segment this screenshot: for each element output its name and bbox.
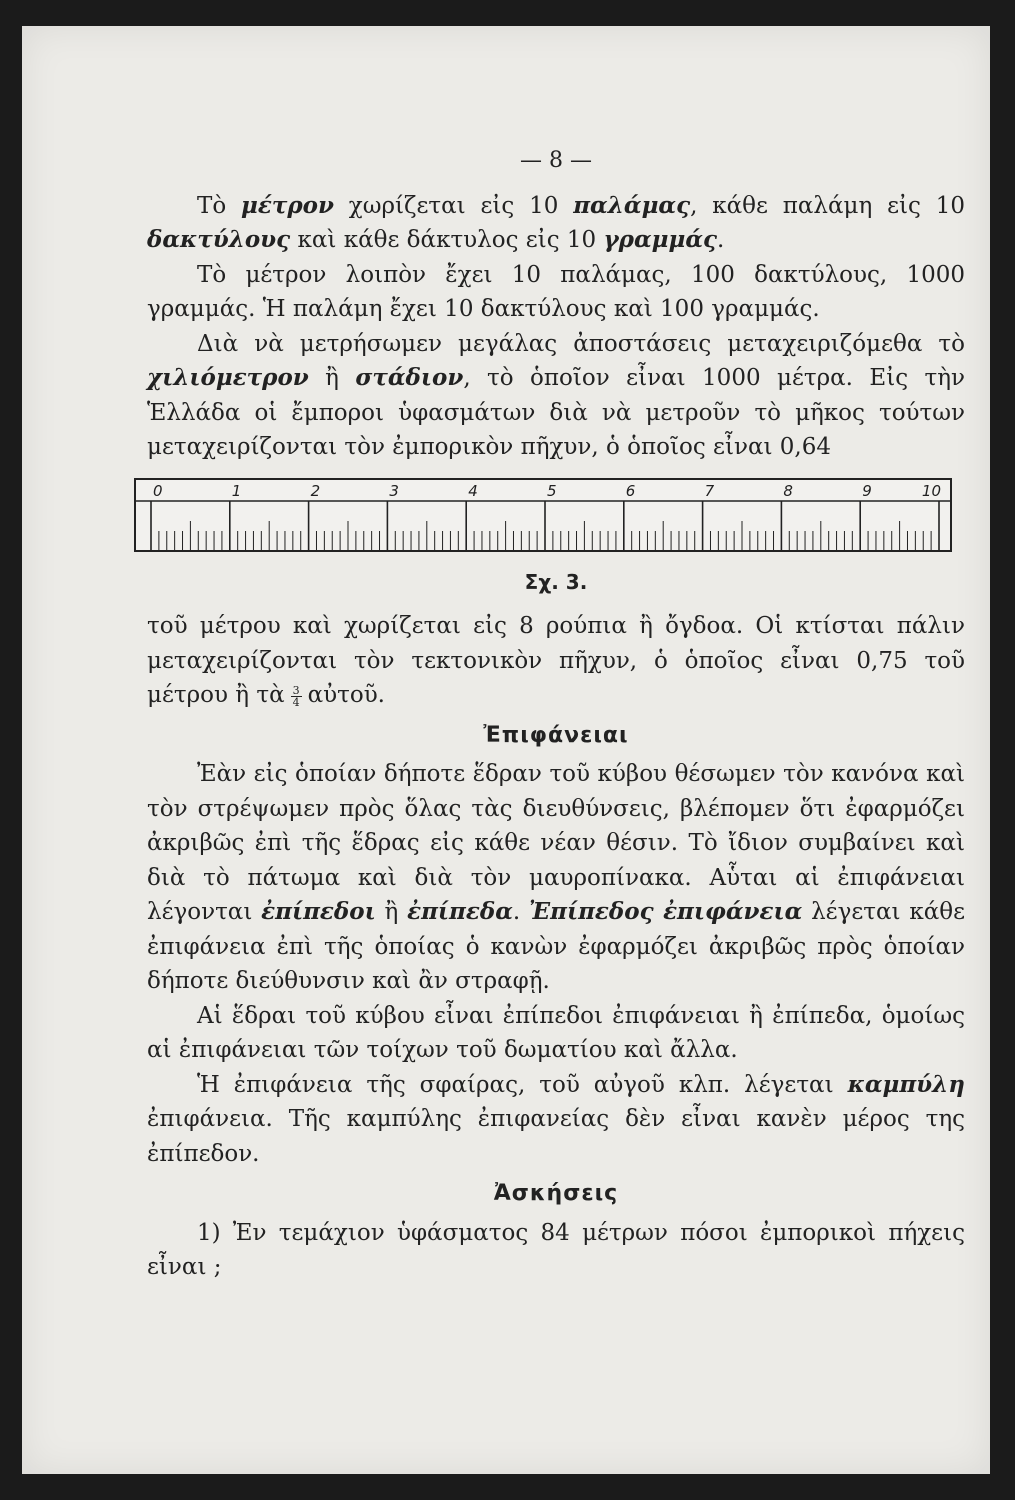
- book-page: [22, 26, 990, 1474]
- figure-caption: Σχ. 3.: [524, 569, 588, 594]
- page-content: [147, 144, 965, 1285]
- paragraph-kilometre: Διὰ νὰ μετρήσωμεν μεγάλας ἀποστάσεις μεταχειριζόμεθα τὸ χιλιόμετρον ἢ στάδιον, τὸ ὁποῖον εἶναι 1000 μέτρα. Εἰς τὴν Ἑλλάδα οἱ ἔμποροι ὑφασμάτων διὰ νὰ μετροῦν τὸ μῆκος τούτων μεταχειρίζονται τὸν ἐμπορικὸν πῆχυν, ὁ ὁποῖος εἶναι 0,64: [147, 330, 966, 460]
- section-heading-exercises: Ἀσκήσεις: [493, 1181, 619, 1206]
- ruler-label: 7: [704, 481, 715, 500]
- ruler-label: 1: [231, 481, 242, 500]
- ruler-label: 2: [310, 481, 321, 500]
- page-number: — 8 —: [520, 148, 592, 173]
- paragraph-metre-summary: Τὸ μέτρον λοιπὸν ἔχει 10 παλάμας, 100 δακτύλους, 1000 γραμμάς. Ἡ παλάμη ἔχει 10 δακτύλους καὶ 100 γραμμάς.: [147, 261, 965, 322]
- ruler-label: 5: [547, 481, 557, 500]
- ruler-label: 9: [862, 481, 872, 500]
- ruler-label: 8: [783, 481, 793, 500]
- ruler-label: 3: [389, 481, 399, 500]
- ruler-illustration: [129, 473, 961, 559]
- paragraph-plane-surfaces: Ἐὰν εἰς ὁποίαν δήποτε ἕδραν τοῦ κύβου θέσωμεν τὸν κανόνα καὶ τὸν στρέψωμεν πρὸς ὅλας τὰς διευθύνσεις, βλέπομεν ὅτι ἐφαρμόζει ἀκριβῶς ἐπὶ τῆς ἕδρας εἰς κάθε νέαν θέσιν. Τὸ ἴδιον συμβαίνει καὶ διὰ τὸ πάτωμα καὶ διὰ τὸν μαυροπίνακα. Αὗται αἱ ἐπιφάνειαι λέγονται ἐπίπεδοι ἢ ἐπίπεδα. Ἐπίπεδος ἐπιφάνεια λέγεται κάθε ἐπιφάνεια ἐπὶ τῆς ὁποίας ὁ κανὼν ἐφαρμόζει ἀκριβῶς πρὸς ὁποίαν δήποτε διεύθυνσιν καὶ ἂν στραφῇ.: [147, 761, 965, 994]
- ruler-label: 6: [625, 481, 636, 500]
- fraction-three-quarters: $\frac{3}{4}$: [292, 683, 300, 709]
- paragraph-metre-division: Τὸ μέτρον χωρίζεται εἰς 10 παλάμας, κάθε παλάμη εἰς 10 δακτύλους καὶ κάθε δάκτυλος εἰς 10 γραμμάς.: [147, 191, 965, 253]
- section-heading-surfaces: Ἐπιφάνειαι: [483, 722, 629, 748]
- ruler-label: 10: [921, 481, 941, 500]
- paragraph-cube-faces: Αἱ ἕδραι τοῦ κύβου εἶναι ἐπίπεδοι ἐπιφάνειαι ἢ ἐπίπεδα, ὁμοίως αἱ ἐπιφάνειαι τῶν τοίχων τοῦ δωματίου καὶ ἄλλα.: [147, 1002, 965, 1063]
- ruler-label: 4: [468, 481, 478, 500]
- ruler-label: 0: [153, 481, 163, 500]
- ruler-figure: [129, 473, 961, 559]
- exercise-1: 1) Ἐν τεμάχιον ὑφάσματος 84 μέτρων πόσοι ἐμπορικοὶ πήχεις εἶναι ;: [147, 1219, 965, 1280]
- paragraph-curved-surface: Ἡ ἐπιφάνεια τῆς σφαίρας, τοῦ αὐγοῦ κλπ. λέγεται καμπύλη ἐπιφάνεια. Τῆς καμπύλης ἐπιφανείας δὲν εἶναι κανὲν μέρος της ἐπίπεδον.: [147, 1070, 965, 1167]
- paragraph-cubit: τοῦ μέτρου καὶ χωρίζεται εἰς 8 ρούπια ἢ ὄγδοα. Οἱ κτίσται πάλιν μεταχειρίζονται τὸν τεκτονικὸν πῆχυν, ὁ ὁποῖος εἶναι 0,75 τοῦ μέτρου ἢ τὰ $\frac{3}{4}$ αὐτοῦ.: [147, 613, 965, 709]
